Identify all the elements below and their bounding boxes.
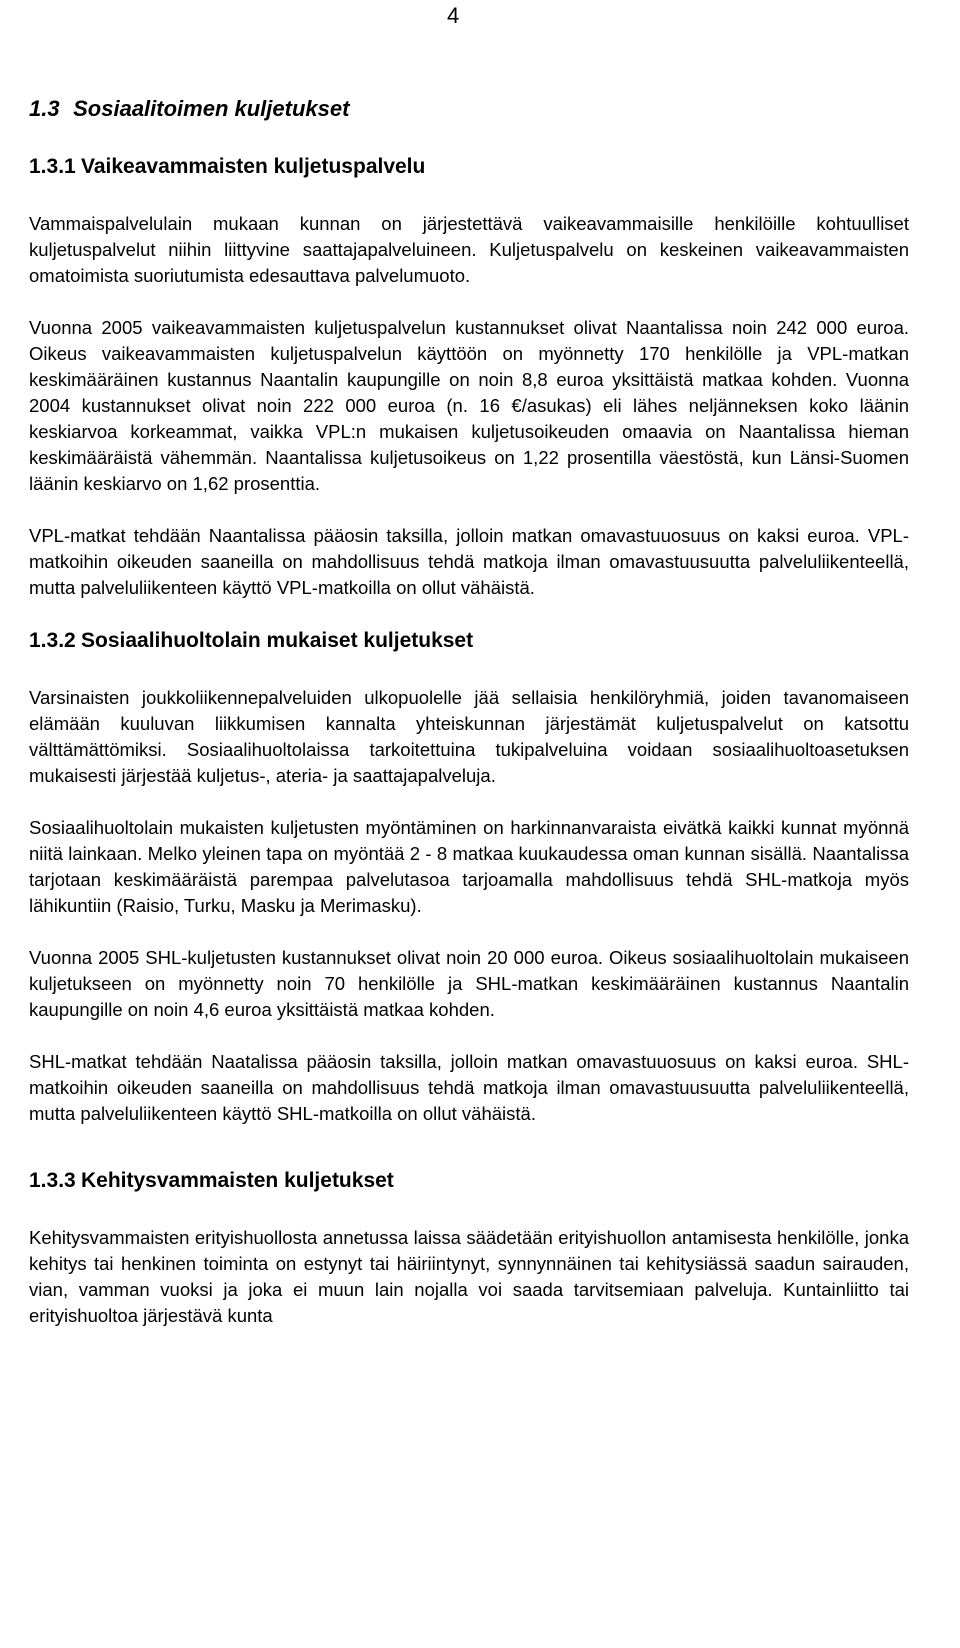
paragraph: Vuonna 2005 SHL-kuljetusten kustannukset olivat noin 20 000 euroa. Oikeus sosiaalihuoltolain mukaiseen kuljetukseen on myönnetty noin 70 henkilölle ja SHL-matkan keskimääräinen kustannus Naantalin kaupungille on noin 4,6 euroa yksittäistä matkaa kohden. — [29, 947, 909, 1020]
paragraph: Vammaispalvelulain mukaan kunnan on järjestettävä vaikeavammaisille henkilöille kohtuulliset kuljetuspalvelut niihin liittyvine saattajapalveluineen. Kuljetuspalvelu on keskeinen vaikeavammaisten omatoimista suoriutumista edesauttava palvelumuoto. — [29, 213, 909, 286]
subsection-number: 1.3.2 — [29, 629, 76, 652]
paragraph: Varsinaisten joukkoliikennepalveluiden ulkopuolelle jää sellaisia henkilöryhmiä, joiden tavanomaiseen elämään kuuluvan liikkumisen kannalta yhteiskunnan järjestämät kuljetuspalvelut on katsottu välttämättömiksi. Sosiaalihuoltolaissa tarkoitettuina tukipalveluina voidaan sosiaalihuoltoasetuksen mukaisesti järjestää kuljetus-, ateria- ja saattajapalveluja. — [29, 687, 909, 786]
paragraph: Vuonna 2005 vaikeavammaisten kuljetuspalvelun kustannukset olivat Naantalissa noin 242 000 euroa. Oikeus vaikeavammaisten kuljetuspalvelun käyttöön on myönnetty 170 henkilölle ja VPL-matkan keskimääräinen kustannus Naantalin kaupungille on noin 8,8 euroa yksittäistä matkaa kohden. Vuonna 2004 kustannukset olivat noin 222 000 euroa (n. 16 €/asukas) eli lähes neljänneksen koko läänin keskiarvoa korkeammat, vaikka VPL:n mukaisen kuljetusoikeuden omaavia on Naantalissa hieman keskimääräistä vähemmän. Naantalissa kuljetusoikeus on 1,22 prosentilla väestöstä, kun Länsi-Suomen läänin keskiarvo on 1,62 prosenttia. — [29, 317, 909, 494]
section-title: Sosiaalitoimen kuljetukset — [73, 96, 350, 121]
subsection-heading-3 — [29, 1167, 909, 1195]
paragraph: Kehitysvammaisten erityishuollosta annetussa laissa säädetään erityishuollon antamisesta henkilölle, jonka kehitys tai henkinen toiminta on estynyt tai häiriintynyt, synnynnäinen tai kehitysiässä saadun sairauden, vian, vamman vuoksi ja joka ei muun lain nojalla voi saada tarvitsemiaan palveluja. Kuntainliitto tai erityishuoltoa järjestävä kunta — [29, 1227, 909, 1326]
page-number: 4 — [447, 3, 460, 28]
subsection-number: 1.3.3 — [29, 1169, 76, 1192]
paragraph: SHL-matkat tehdään Naatalissa pääosin taksilla, jolloin matkan omavastuuosuus on kaksi euroa. SHL-matkoihin oikeuden saaneilla on mahdollisuus tehdä matkoja ilman omavastuusuutta palveluliikenteellä, mutta palveluliikenteen käyttö SHL-matkoilla on ollut vähäistä. — [29, 1051, 909, 1124]
subsection-title: Vaikeavammaisten kuljetuspalvelu — [81, 155, 426, 178]
subsection-heading-2 — [29, 627, 909, 655]
subsection-title: Kehitysvammaisten kuljetukset — [81, 1169, 394, 1192]
section-number: 1.3 — [29, 96, 60, 121]
subsection-title: Sosiaalihuoltolain mukaiset kuljetukset — [81, 629, 474, 652]
paragraph: VPL-matkat tehdään Naantalissa pääosin taksilla, jolloin matkan omavastuuosuus on kaksi euroa. VPL-matkoihin oikeuden saaneilla on mahdollisuus tehdä matkoja ilman omavastuusuutta palveluliikenteellä, mutta palveluliikenteen käyttö VPL-matkoilla on ollut vähäistä. — [29, 525, 909, 598]
section-heading — [29, 95, 909, 123]
paragraph: Sosiaalihuoltolain mukaisten kuljetusten myöntäminen on harkinnanvaraista eivätkä kaikki kunnat myönnä niitä lainkaan. Melko yleinen tapa on myöntää 2 - 8 matkaa kuukaudessa oman kunnan sisällä. Naantalissa tarjotaan keskimääräistä parempaa palvelutasoa tarjoamalla mahdollisuus tehdä SHL-matkoja myös lähikuntiin (Raisio, Turku, Masku ja Merimasku). — [29, 817, 909, 916]
subsection-heading-1 — [29, 153, 909, 181]
subsection-number: 1.3.1 — [29, 155, 76, 178]
document-body — [29, 95, 909, 1355]
